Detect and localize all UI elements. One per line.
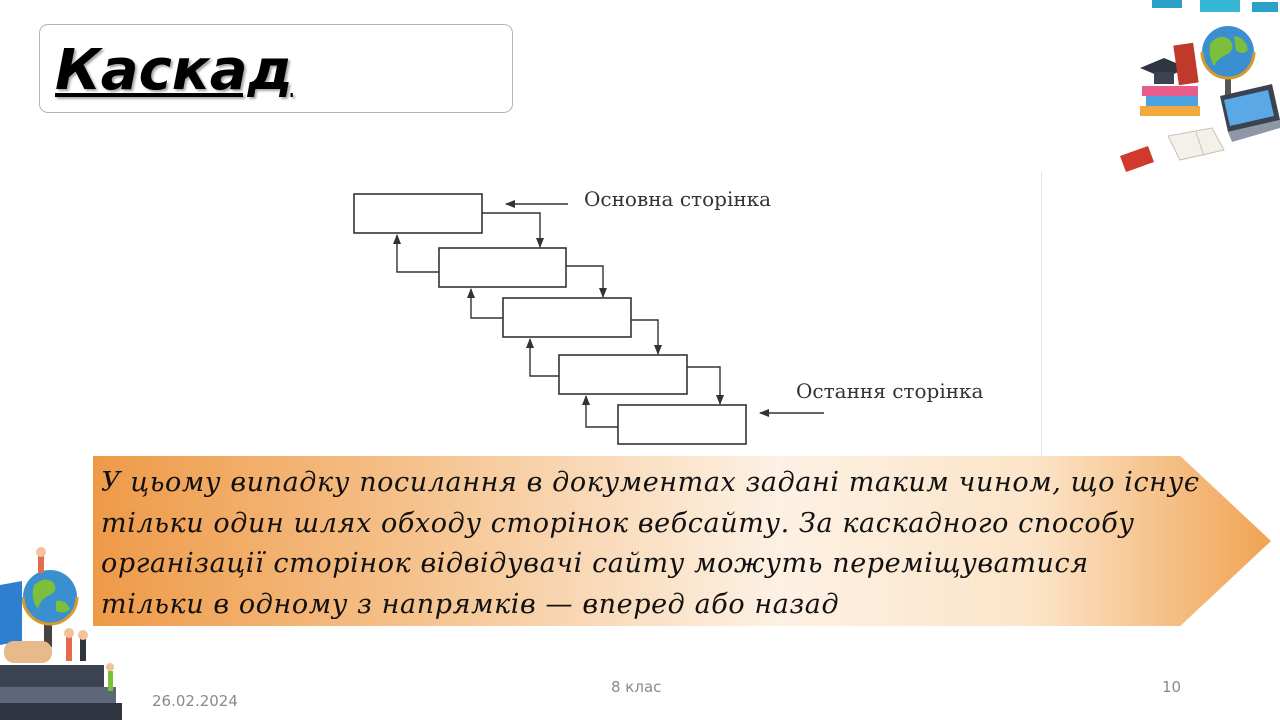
forward-arrow	[482, 213, 540, 247]
back-arrow	[397, 235, 439, 272]
open-book-icon	[1168, 128, 1224, 160]
page-box-5	[618, 405, 746, 444]
description-text: У цьому випадку посилання в документах задані таким чином, що існує тільки один шлях обходу сторінок вебсайту. За каскадного способу організації сторінок відвідувачі сайту можуть переміщуватися тільки в одному з напрямків — вперед або назад	[101, 467, 1200, 620]
back-arrow	[471, 289, 503, 318]
blue-tiles-decoration	[1152, 0, 1278, 12]
slide-number: 10	[1162, 678, 1182, 696]
back-arrow	[586, 396, 618, 427]
back-arrow	[530, 339, 559, 376]
books-stack-icon	[0, 641, 122, 720]
divider-line	[1041, 172, 1042, 457]
forward-arrow	[687, 367, 720, 404]
education-illustration-top	[1112, 0, 1280, 185]
forward-arrow	[566, 266, 603, 297]
globe-icon	[1202, 26, 1254, 98]
page-box-2	[439, 248, 566, 287]
first-page-label: Основна сторінка	[584, 187, 772, 211]
page-box-4	[559, 355, 687, 394]
red-book-icon	[1120, 146, 1154, 172]
slide-title: Каскад	[55, 38, 293, 103]
footer-date: 26.02.2024	[152, 692, 238, 710]
page-box-1	[354, 194, 482, 233]
forward-arrow	[631, 320, 658, 354]
last-page-label: Остання сторінка	[796, 379, 984, 403]
page-box-3	[503, 298, 631, 337]
laptop-icon	[0, 581, 22, 645]
footer-class: 8 клас	[611, 678, 662, 696]
